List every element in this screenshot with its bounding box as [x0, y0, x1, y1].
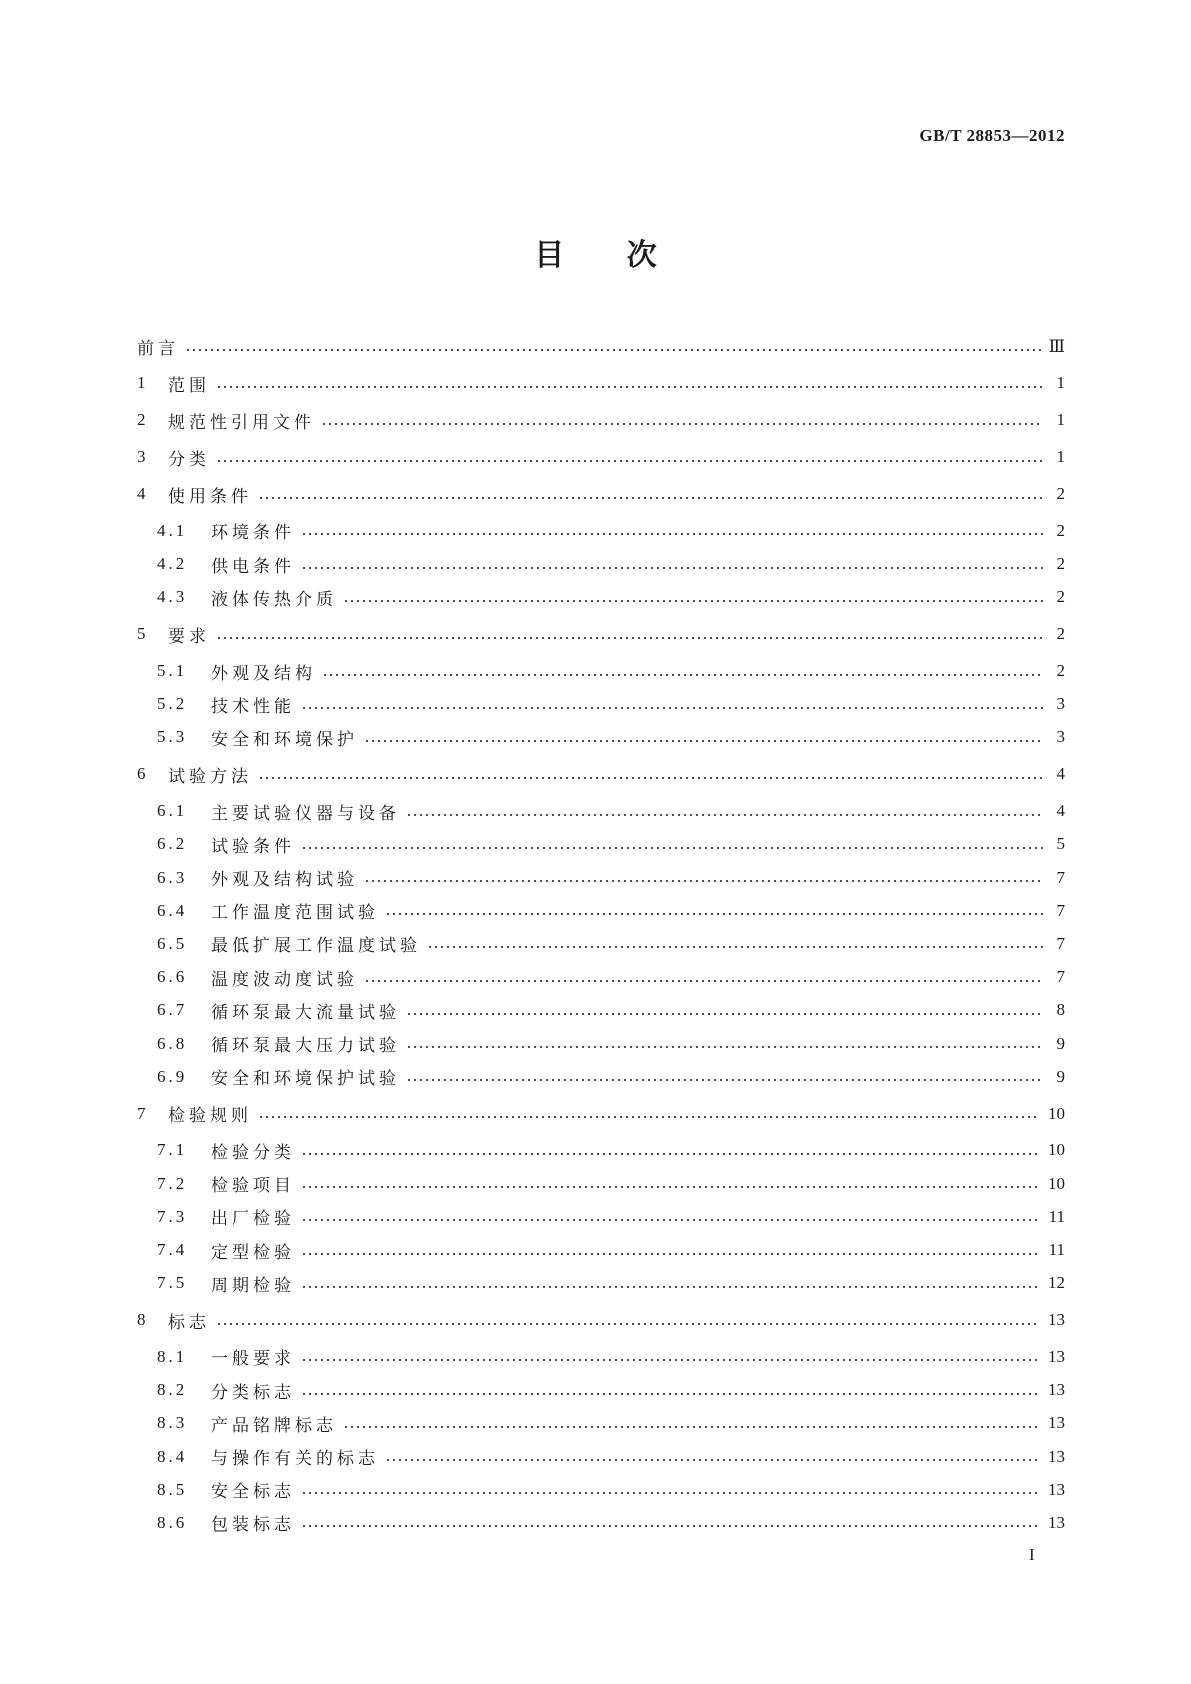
toc-entry-title: 安全和环境保护试验 [211, 1069, 400, 1089]
toc-entry [137, 478, 1065, 511]
page-title: 目 次 [534, 238, 683, 273]
toc-entry [137, 1407, 1065, 1440]
toc-leader-dots [185, 330, 1041, 363]
toc-entry-page: 13 [1048, 1512, 1065, 1532]
toc-entry-title: 出厂检验 [211, 1209, 295, 1229]
toc-entry-number: 8.1 [157, 1346, 188, 1366]
toc-leader-dots [216, 1304, 1040, 1337]
toc-entry-number: 2 [137, 410, 146, 430]
toc-entry-title: 包装标志 [211, 1515, 295, 1535]
toc-leader-dots [343, 581, 1043, 614]
toc-entry [137, 655, 1065, 688]
toc-entry-number: 4.3 [157, 587, 188, 607]
toc-entry [137, 927, 1065, 960]
toc-entry-number: 7 [137, 1103, 146, 1123]
toc-list [137, 330, 1065, 1540]
toc-entry [137, 828, 1065, 861]
toc-entry-title: 分类 [168, 449, 210, 469]
toc-entry-number: 1 [137, 373, 146, 393]
toc-entry-title: 工作温度范围试验 [211, 903, 379, 923]
toc-entry [137, 330, 1065, 363]
toc-entry [137, 581, 1065, 614]
toc-entry-number: 8.5 [157, 1479, 188, 1499]
toc-entry [137, 894, 1065, 927]
toc-entry [137, 758, 1065, 791]
toc-entry-number: 8 [137, 1310, 146, 1330]
toc-entry [137, 861, 1065, 894]
toc-entry-page: 13 [1048, 1346, 1065, 1366]
toc-entry-title: 标志 [168, 1312, 210, 1332]
toc-entry [137, 994, 1065, 1027]
toc-leader-dots [406, 795, 1043, 828]
toc-entry-number: 7.3 [157, 1206, 188, 1226]
toc-entry-page: 7 [1056, 933, 1065, 953]
toc-entry-title: 试验方法 [168, 766, 252, 786]
toc-leader-dots [406, 1027, 1043, 1060]
toc-leader-dots [258, 758, 1043, 791]
toc-entry [137, 721, 1065, 754]
toc-entry-page: 13 [1048, 1310, 1065, 1330]
toc-leader-dots [385, 894, 1043, 927]
toc-leader-dots [301, 828, 1043, 861]
toc-entry-page: 1 [1056, 373, 1065, 393]
toc-entry-number: 6.6 [157, 967, 188, 987]
toc-leader-dots [216, 441, 1043, 474]
toc-leader-dots [301, 1506, 1040, 1539]
toc-entry-number: 4.2 [157, 554, 188, 574]
toc-leader-dots [258, 1097, 1040, 1130]
toc-leader-dots [321, 404, 1043, 437]
toc-entry-title: 周期检验 [211, 1275, 295, 1295]
toc-entry-page: 3 [1056, 727, 1065, 747]
toc-entry-page: 10 [1048, 1173, 1065, 1193]
toc-leader-dots [406, 1060, 1043, 1093]
toc-entry-title: 规范性引用文件 [168, 412, 315, 432]
toc-leader-dots [258, 478, 1043, 511]
toc-entry-page: 9 [1056, 1066, 1065, 1086]
toc-leader-dots [301, 1200, 1041, 1233]
toc-leader-dots [301, 1267, 1040, 1300]
page-number: I [1029, 1545, 1035, 1564]
toc-entry [137, 1233, 1065, 1266]
toc-leader-dots [427, 927, 1043, 960]
toc-entry-title: 供电条件 [211, 556, 295, 576]
toc-leader-dots [301, 1340, 1040, 1373]
toc-entry-number: 8.6 [157, 1512, 188, 1532]
toc-entry-page: 7 [1056, 867, 1065, 887]
toc-entry-title: 检验分类 [211, 1142, 295, 1162]
toc-entry [137, 688, 1065, 721]
toc-entry [137, 1134, 1065, 1167]
toc-entry-page: 2 [1056, 520, 1065, 540]
toc-entry [137, 1506, 1065, 1539]
toc-entry [137, 1374, 1065, 1407]
toc-leader-dots [301, 1473, 1040, 1506]
toc-entry-number: 7.4 [157, 1240, 188, 1260]
toc-entry [137, 404, 1065, 437]
toc-entry-title: 与操作有关的标志 [211, 1449, 379, 1469]
toc-entry-number: 8.3 [157, 1413, 188, 1433]
toc-entry-page: 7 [1056, 900, 1065, 920]
toc-entry-page: Ⅲ [1048, 336, 1065, 356]
toc-leader-dots [385, 1440, 1040, 1473]
toc-entry [137, 1473, 1065, 1506]
toc-entry-title: 分类标志 [211, 1382, 295, 1402]
toc-entry-title: 定型检验 [211, 1242, 295, 1262]
toc-entry-title: 检验项目 [211, 1176, 295, 1196]
toc-entry-page: 4 [1056, 801, 1065, 821]
toc-entry-page: 9 [1056, 1033, 1065, 1053]
toc-entry-page: 13 [1048, 1380, 1065, 1400]
toc-entry-page: 2 [1056, 661, 1065, 681]
toc-entry-page: 5 [1056, 834, 1065, 854]
toc-entry-page: 2 [1056, 554, 1065, 574]
toc-entry-number: 6 [137, 764, 146, 784]
toc-entry [137, 1027, 1065, 1060]
standard-code-header: GB/T 28853—2012 [919, 126, 1065, 145]
toc-entry-number: 4 [137, 484, 146, 504]
toc-entry-number: 5.3 [157, 727, 188, 747]
toc-entry-page: 11 [1048, 1240, 1065, 1260]
toc-entry-page: 12 [1048, 1273, 1065, 1293]
toc-entry-title: 最低扩展工作温度试验 [211, 936, 421, 956]
toc-entry-page: 7 [1056, 967, 1065, 987]
toc-entry-page: 2 [1056, 484, 1065, 504]
toc-leader-dots [301, 1167, 1040, 1200]
toc-entry-page: 1 [1056, 410, 1065, 430]
toc-entry [137, 1200, 1065, 1233]
toc-entry [137, 1267, 1065, 1300]
toc-entry-title: 检验规则 [168, 1106, 252, 1126]
toc-entry [137, 441, 1065, 474]
toc-entry [137, 618, 1065, 651]
toc-entry-number: 6.1 [157, 801, 188, 821]
toc-entry-title: 安全和环境保护 [211, 729, 358, 749]
toc-leader-dots [301, 514, 1043, 547]
toc-entry-title: 液体传热介质 [211, 589, 337, 609]
toc-leader-dots [216, 618, 1043, 651]
toc-entry-page: 2 [1056, 587, 1065, 607]
toc-entry-page: 11 [1048, 1206, 1065, 1226]
toc-entry-title: 产品铭牌标志 [211, 1415, 337, 1435]
toc-entry-title: 主要试验仪器与设备 [211, 803, 400, 823]
toc-entry-page: 1 [1056, 447, 1065, 467]
toc-entry [137, 514, 1065, 547]
toc-entry [137, 961, 1065, 994]
toc-entry-page: 13 [1048, 1413, 1065, 1433]
toc-entry-number: 6.2 [157, 834, 188, 854]
toc-entry [137, 795, 1065, 828]
toc-entry-page: 10 [1048, 1103, 1065, 1123]
toc-entry-page: 3 [1056, 694, 1065, 714]
toc-leader-dots [216, 367, 1043, 400]
toc-entry-title: 要求 [168, 626, 210, 646]
toc-entry-number: 6.8 [157, 1033, 188, 1053]
toc-entry-title: 安全标志 [211, 1482, 295, 1502]
toc-leader-dots [322, 655, 1043, 688]
toc-entry-title: 一般要求 [211, 1349, 295, 1369]
toc-entry-title: 技术性能 [211, 696, 295, 716]
toc-entry-page: 13 [1048, 1446, 1065, 1466]
toc-entry-number: 6.7 [157, 1000, 188, 1020]
toc-leader-dots [301, 1233, 1041, 1266]
toc-entry-number: 5 [137, 624, 146, 644]
toc-entry-page: 2 [1056, 624, 1065, 644]
toc-entry-title: 环境条件 [211, 523, 295, 543]
toc-entry-number: 6.3 [157, 867, 188, 887]
toc-entry-page: 10 [1048, 1140, 1065, 1160]
toc-entry-title: 循环泵最大压力试验 [211, 1036, 400, 1056]
toc-entry-number: 6.4 [157, 900, 188, 920]
toc-entry-number: 7.1 [157, 1140, 188, 1160]
toc-entry-number: 5.2 [157, 694, 188, 714]
toc-entry-title: 外观及结构试验 [211, 870, 358, 890]
toc-leader-dots [343, 1407, 1040, 1440]
toc-leader-dots [406, 994, 1043, 1027]
toc-entry-title: 循环泵最大流量试验 [211, 1002, 400, 1022]
toc-entry [137, 1097, 1065, 1130]
toc-entry-page: 4 [1056, 764, 1065, 784]
toc-entry-number: 6.9 [157, 1066, 188, 1086]
toc-entry [137, 548, 1065, 581]
toc-entry-number: 3 [137, 447, 146, 467]
toc-entry [137, 1304, 1065, 1337]
toc-entry [137, 1167, 1065, 1200]
toc-entry [137, 1340, 1065, 1373]
toc-entry [137, 1440, 1065, 1473]
toc-leader-dots [301, 548, 1043, 581]
toc-entry-title: 使用条件 [168, 486, 252, 506]
toc-entry-number: 4.1 [157, 520, 188, 540]
toc-leader-dots [301, 688, 1043, 721]
toc-entry-page: 8 [1056, 1000, 1065, 1020]
toc-leader-dots [364, 861, 1043, 894]
toc-entry-number: 6.5 [157, 933, 188, 953]
toc-leader-dots [364, 961, 1043, 994]
toc-entry-number: 7.2 [157, 1173, 188, 1193]
toc-entry-number: 8.2 [157, 1380, 188, 1400]
toc-entry [137, 1060, 1065, 1093]
toc-entry-title: 试验条件 [211, 836, 295, 856]
toc-leader-dots [301, 1134, 1040, 1167]
toc-entry-title: 温度波动度试验 [211, 969, 358, 989]
toc-entry-number: 8.4 [157, 1446, 188, 1466]
toc-entry-title: 外观及结构 [211, 663, 316, 683]
toc-leader-dots [364, 721, 1043, 754]
toc-entry-title: 范围 [168, 375, 210, 395]
toc-entry [137, 367, 1065, 400]
toc-entry-page: 13 [1048, 1479, 1065, 1499]
toc-leader-dots [301, 1374, 1040, 1407]
toc-entry-title: 前言 [137, 339, 179, 359]
toc-entry-number: 7.5 [157, 1273, 188, 1293]
toc-entry-number: 5.1 [157, 661, 188, 681]
